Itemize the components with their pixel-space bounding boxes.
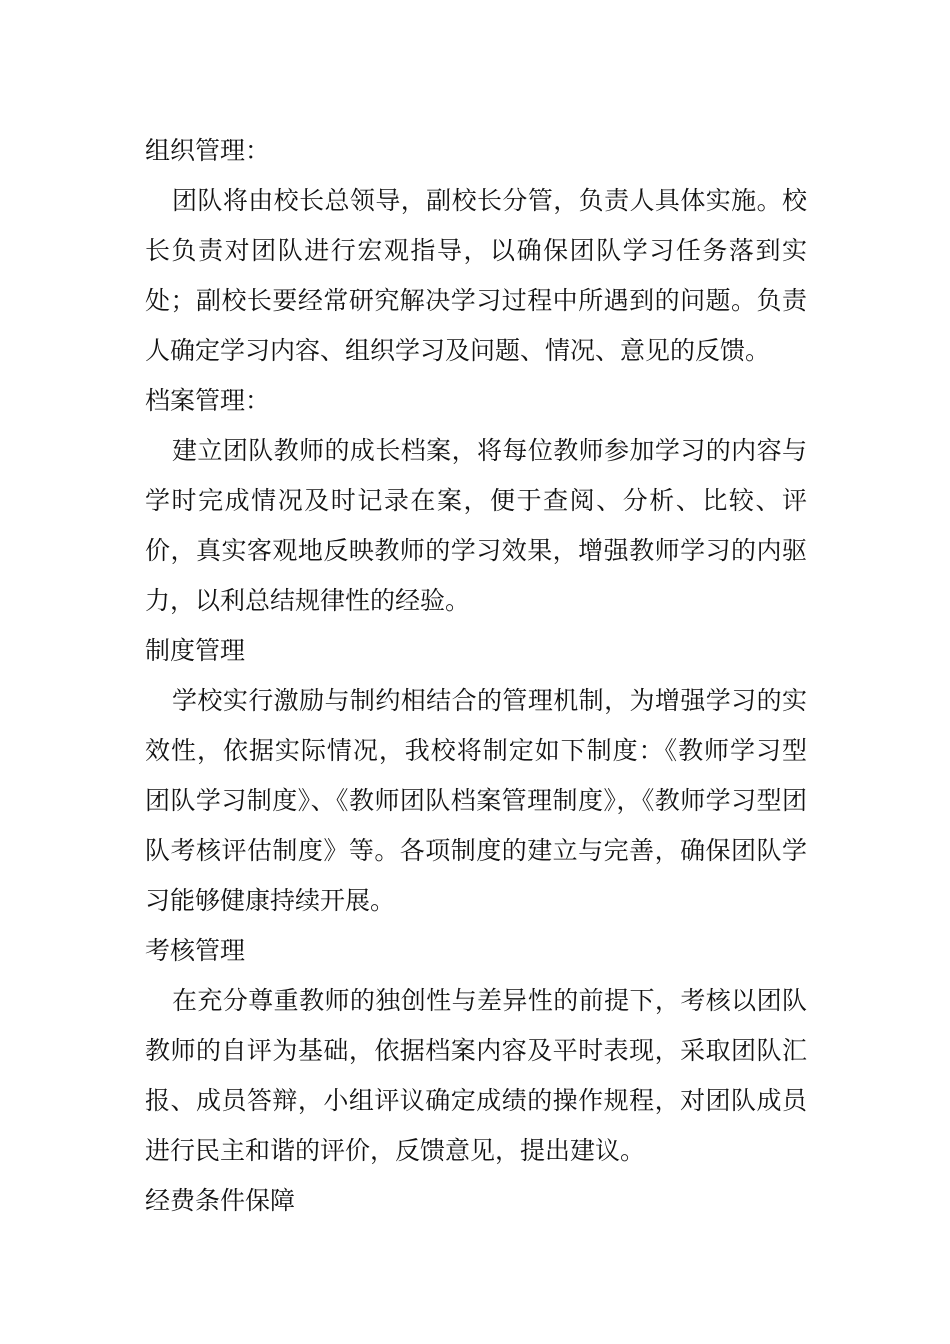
section-heading-archives: 档案管理： bbox=[145, 386, 271, 415]
section-heading-funding: 经费条件保障 bbox=[145, 1186, 296, 1215]
section-body-archives: 建立团队教师的成长档案，将每位教师参加学习的内容与学时完成情况及时记录在案，便于查阅、分析、比较、评价，真实客观地反映教师的学习效果，增强教师学习的内驱力，以利总结规律性的经验。 bbox=[145, 436, 807, 615]
section-body-assessment: 在充分尊重教师的独创性与差异性的前提下，考核以团队教师的自评为基础，依据档案内容及平时表现，采取团队汇报、成员答辩，小组评议确定成绩的操作规程，对团队成员进行民主和谐的评价，反馈意见，提出建议。 bbox=[145, 986, 807, 1165]
section-heading-organization: 组织管理： bbox=[145, 136, 271, 165]
section-heading-assessment: 考核管理 bbox=[145, 936, 246, 965]
document-page bbox=[145, 126, 807, 1226]
section-body-organization: 团队将由校长总领导，副校长分管，负责人具体实施。校长负责对团队进行宏观指导，以确保团队学习任务落到实处；副校长要经常研究解决学习过程中所遇到的问题。负责人确定学习内容、组织学习及问题、情况、意见的反馈。 bbox=[145, 186, 807, 365]
section-heading-system: 制度管理 bbox=[145, 636, 246, 665]
section-body-system: 学校实行激励与制约相结合的管理机制，为增强学习的实效性，依据实际情况，我校将制定如下制度：《教师学习型团队学习制度》、《教师团队档案管理制度》，《教师学习型团队考核评估制度》等。各项制度的建立与完善，确保团队学习能够健康持续开展。 bbox=[145, 686, 807, 915]
